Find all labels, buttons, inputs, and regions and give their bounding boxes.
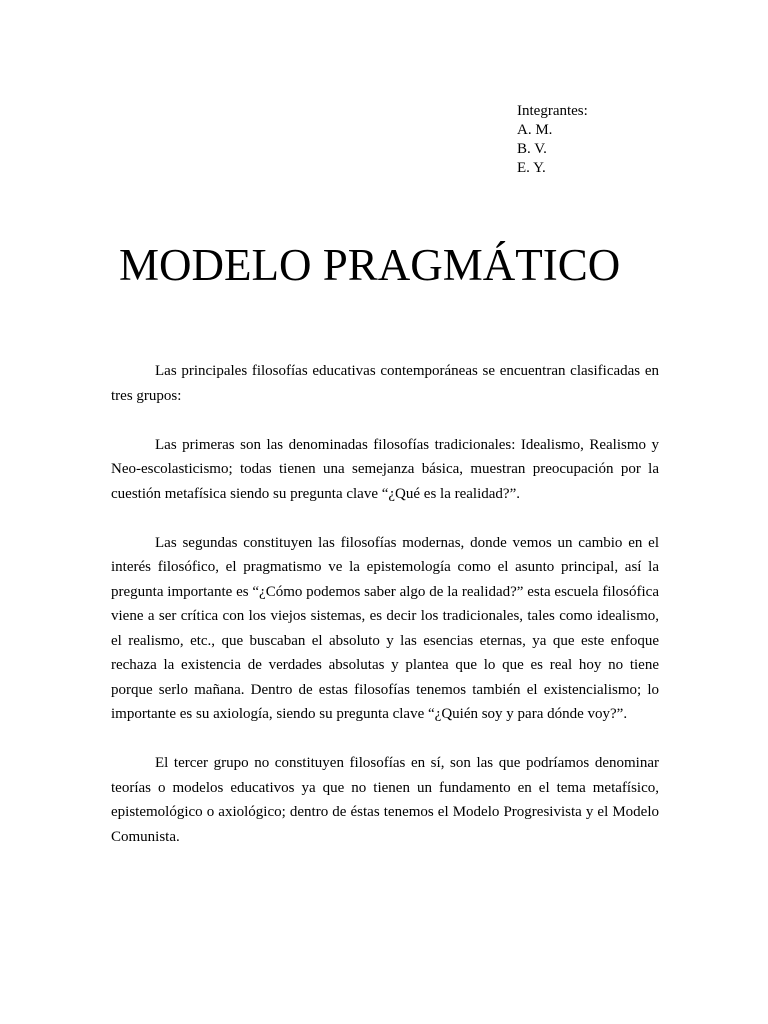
document-title: MODELO PRAGMÁTICO [119, 240, 621, 290]
member-name: E. Y. [517, 160, 546, 176]
paragraph-intro: Las principales filosofías educativas contemporáneas se encuentran clasificadas en tres grupos: [111, 363, 659, 404]
members-heading: Integrantes: [517, 103, 588, 119]
member-name: A. M. [517, 122, 553, 138]
paragraph-third-group: El tercer grupo no constituyen filosofías en sí, son las que podríamos denominar teorías o modelos educativos ya que no tienen un fundamento en el tema metafísico, epistemológico o axiológico; dentro de éstas tenemos el Modelo Progresivista y el Modelo Comunista. [111, 755, 659, 845]
document-body [111, 359, 659, 874]
paragraph-traditional: Las primeras son las denominadas filosofías tradicionales: Idealismo, Realismo y Neo-escolasticismo; todas tienen una semejanza básica, muestran preocupación por la cuestión metafísica siendo su pregunta clave “¿Qué es la realidad?”. [111, 436, 659, 502]
members-block [517, 102, 588, 178]
member-name: B. V. [517, 141, 547, 157]
paragraph-modern: Las segundas constituyen las filosofías modernas, donde vemos un cambio en el interés filosófico, el pragmatismo ve la epistemología como el asunto principal, así la pregunta importante es “¿Cómo podemos saber algo de la realidad?” esta escuela filosófica viene a ser crítica con los viejos sistemas, es decir los tradicionales, tales como idealismo, el realismo, etc., que buscaban el absoluto y las esencias eternas, ya que este enfoque rechaza la existencia de verdades absolutas y plantea que lo que es real hoy no tiene porque serlo mañana. Dentro de estas filosofías tenemos también el existencialismo; lo importante es su axiología, siendo su pregunta clave “¿Quién soy y para dónde voy?”. [111, 534, 659, 722]
